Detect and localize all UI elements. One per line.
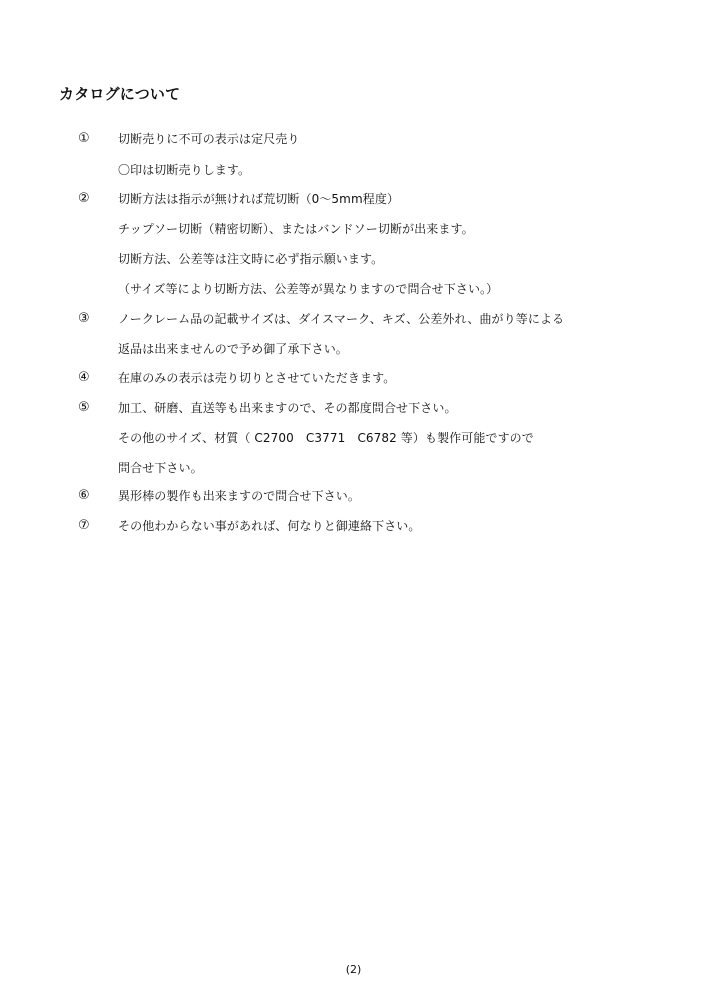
item-number: ① <box>78 131 90 146</box>
item-number: ⑥ <box>78 488 90 503</box>
item-number: ③ <box>78 311 90 326</box>
item-text-line: 加工、研磨、直送等も出来ますので、その都度問合せ下さい。 <box>118 401 457 415</box>
item-text-line: 切断方法、公差等は注文時に必ず指示願います。 <box>118 252 384 266</box>
item-text-line: ノークレーム品の記載サイズは、ダイスマーク、キズ、公差外れ、曲がり等による <box>118 312 565 326</box>
item-number: ④ <box>78 370 90 385</box>
item-text-line: （サイズ等により切断方法、公差等が異なりますので問合せ下さい。） <box>118 282 499 296</box>
item-text-line: チップソー切断（精密切断）、またはバンドソー切断が出来ます。 <box>118 222 474 236</box>
item-text-line: 問合せ下さい。 <box>118 461 203 475</box>
item-text-line: 異形棒の製作も出来ますので問合せ下さい。 <box>118 489 361 503</box>
item-text-line: 切断売りに不可の表示は定尺売り <box>118 132 300 146</box>
item-text-line: 切断方法は指示が無ければ荒切断（0～5mm程度） <box>118 192 400 206</box>
page-number: (2) <box>345 963 362 976</box>
item-text-line: 〇印は切断売りします。 <box>118 163 251 177</box>
item-text-line: その他わからない事があれば、何なりと御連絡下さい。 <box>118 519 421 533</box>
item-number: ⑤ <box>78 400 90 415</box>
item-text-line: その他のサイズ、材質（ C2700 C3771 C6782 等）も製作可能ですので <box>118 431 534 445</box>
item-number: ② <box>78 191 90 206</box>
page-title: カタログについて <box>59 85 181 103</box>
item-text-line: 在庫のみの表示は売り切りとさせていただきます。 <box>118 371 396 385</box>
item-number: ⑦ <box>78 518 90 533</box>
item-text-line: 返品は出来ませんので予め御了承下さい。 <box>118 342 348 356</box>
